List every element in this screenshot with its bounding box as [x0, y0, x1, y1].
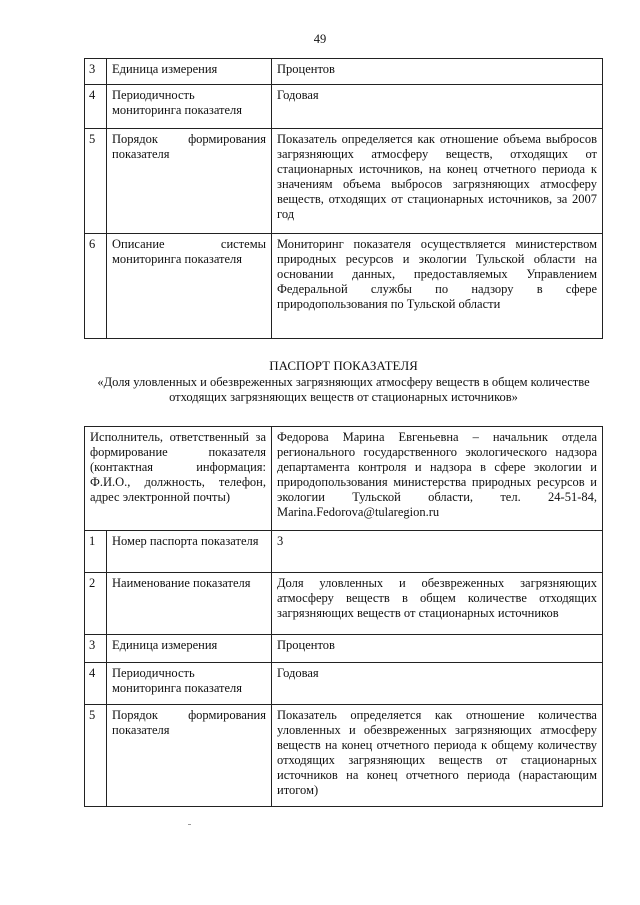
row-label: Наименование показателя: [107, 573, 272, 635]
row-value: 3: [272, 531, 603, 573]
row-number: 3: [85, 635, 107, 663]
scan-artifact: [188, 824, 191, 825]
row-label: Периодичность мониторинга показателя: [107, 85, 272, 129]
row-label: Периодичность мониторинга показателя: [107, 663, 272, 705]
row-value: Доля уловленных и обезвреженных загрязняющих атмосферу веществ в общем количестве отходящих загрязняющих веществ от стационарных источников: [272, 573, 603, 635]
table-row: [85, 573, 603, 635]
row-label: Порядок формирования показателя: [107, 705, 272, 807]
passport-title: ПАСПОРТ ПОКАЗАТЕЛЯ: [269, 358, 418, 373]
row-label: Номер паспорта показателя: [107, 531, 272, 573]
row-number: 4: [85, 663, 107, 705]
indicator-passport-table: [84, 426, 603, 807]
row-value: Мониторинг показателя осуществляется министерством природных ресурсов и экологии Тульской области на основании данных, предоставляемых Управлением Федеральной службы по надзору в сфере природопользования по Тульской области: [272, 234, 603, 339]
table-header-row: [85, 427, 603, 531]
table-row: [85, 635, 603, 663]
table-row: [85, 663, 603, 705]
row-label: Описание системы мониторинга показателя: [107, 234, 272, 339]
table-row: [85, 234, 603, 339]
row-number: 4: [85, 85, 107, 129]
table-row: [85, 705, 603, 807]
responsible-person-value: Федорова Марина Евгеньевна – начальник отдела регионального государственного экологического надзора департамента контроля и надзора в сфере экологии и природопользования министерства природных ресурсов и экологии Тульской области, тел. 24-51-84, Marina.Fedorova@tularegion.ru: [272, 427, 603, 531]
row-number: 6: [85, 234, 107, 339]
row-number: 2: [85, 573, 107, 635]
row-value: Годовая: [272, 663, 603, 705]
table-row: [85, 85, 603, 129]
passport-subtitle: «Доля уловленных и обезвреженных загрязняющих атмосферу веществ в общем количестве отходящих загрязняющих веществ от стационарных источников»: [97, 375, 590, 404]
table-row: [85, 531, 603, 573]
row-label: Порядок формирования показателя: [107, 129, 272, 234]
row-label: Единица измерения: [107, 59, 272, 85]
table-row: [85, 59, 603, 85]
row-number: 3: [85, 59, 107, 85]
row-value: Показатель определяется как отношение объема выбросов загрязняющих атмосферу веществ, отходящих от стационарных источников, на конец отчетного периода к значениям объема выбросов загрязняющих атмосферу веществ, отходящих от стационарных источников, за 2007 год: [272, 129, 603, 234]
row-value: Показатель определяется как отношение количества уловленных и обезвреженных загрязняющих атмосферу веществ на конец отчетного периода к общему количеству отходящих загрязняющих веществ от стационарных источников на конец отчетного периода (нарастающим итогом): [272, 705, 603, 807]
row-number: 5: [85, 129, 107, 234]
row-number: 5: [85, 705, 107, 807]
row-number: 1: [85, 531, 107, 573]
indicator-table-continued: [84, 58, 603, 339]
row-value: Процентов: [272, 59, 603, 85]
table-row: [85, 129, 603, 234]
row-label: Единица измерения: [107, 635, 272, 663]
page-number: 49: [313, 32, 327, 46]
row-value: Процентов: [272, 635, 603, 663]
responsible-person-label: Исполнитель, ответственный за формирование показателя (контактная информация: Ф.И.О., должность, телефон, адрес электронной почты): [85, 427, 272, 531]
row-value: Годовая: [272, 85, 603, 129]
